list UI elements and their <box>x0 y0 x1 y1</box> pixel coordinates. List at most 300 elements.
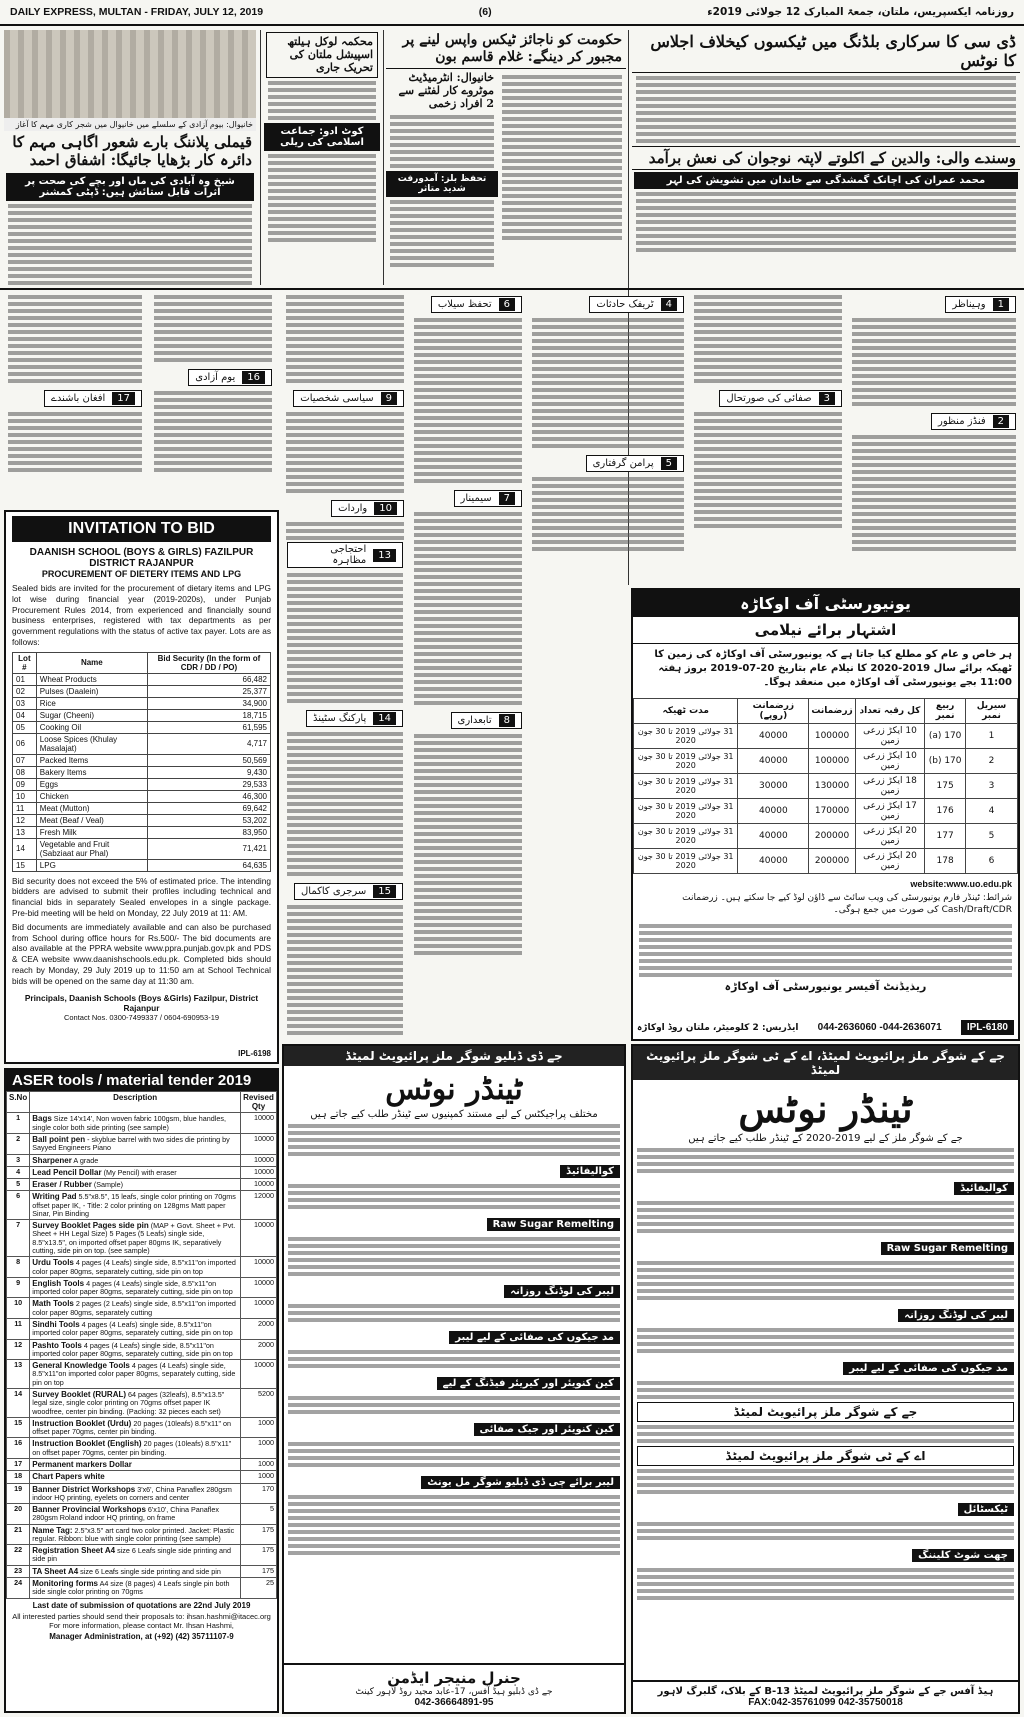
column-rule <box>260 30 261 285</box>
section-tag: 8 تابعداری <box>451 712 523 729</box>
tender-phone: FAX:042-35761099 042-35750018 <box>748 1697 903 1708</box>
article-body <box>637 1148 1014 1173</box>
item-number: 2 <box>7 1133 30 1154</box>
item-name: Monitoring forms <box>32 1579 99 1589</box>
table-row <box>13 685 271 697</box>
item-description <box>30 1545 241 1566</box>
item-qty: 1000 <box>241 1417 277 1438</box>
item-qty: 10000 <box>241 1166 277 1178</box>
item-qty: 1000 <box>241 1471 277 1483</box>
item-name: TA Sheet A4 <box>32 1566 79 1576</box>
row-period: 31 جولائی 2019 تا 30 جون 2020 <box>634 799 738 824</box>
item-description <box>30 1133 241 1154</box>
article-body <box>8 295 142 383</box>
lot-name: Meat (Mutton) <box>36 802 147 814</box>
item-number: 9 <box>7 1277 30 1298</box>
table-row <box>634 774 1018 799</box>
row-period: 31 جولائی 2019 تا 30 جون 2020 <box>634 774 738 799</box>
col-deposit: زرضمانت (روپے) <box>738 699 809 724</box>
lot-security: 9,430 <box>147 766 270 778</box>
section-tag: 1 وہیناظر <box>945 296 1016 313</box>
item-number: 11 <box>7 1319 30 1340</box>
item-name: Survey Booklet (RURAL) <box>32 1389 127 1399</box>
tender-item: لیبر کی لوڈنگ روزانہ <box>898 1309 1014 1322</box>
lot-number: 02 <box>13 685 37 697</box>
item-name: Survey Booklet Pages side pin <box>32 1221 149 1231</box>
lot-name: Pulses (Daalein) <box>36 685 147 697</box>
lot-security: 69,642 <box>147 802 270 814</box>
tender-item: مد جیکوں کی صفائی کے لیے لیبر <box>843 1362 1014 1375</box>
item-qty: 175 <box>241 1545 277 1566</box>
item-description <box>30 1179 241 1191</box>
item-detail: 64 pages (32leafs), 8.5"x13.5" legal size, single color printing on 70gms offset paper IK woodfree, center pin binding. (Packing: 32 pieces each set) <box>32 1389 225 1416</box>
university-auction-ad <box>631 588 1020 1041</box>
article-body <box>637 1568 1014 1600</box>
auction-conditions: شرائط: ٹینڈر فارم یونیورسٹی کی ویب سائٹ سے ڈاؤن لوڈ کیے جا سکتے ہیں۔ زرضمانت Cash/Draft/CDR کی صورت میں جمع ہوگی۔ <box>682 892 1012 916</box>
tender-address: جے ڈی ڈبلیو ہیڈ آفس، 17-عابد مجید روڈ لاہور کینٹ <box>355 1687 553 1697</box>
section-tag: 9 سیاسی شخصیات <box>293 390 404 407</box>
table-row <box>13 778 271 790</box>
item-number: 20 <box>7 1504 30 1525</box>
general-manager: جنرل منیجر ایڈمن <box>387 1669 521 1687</box>
row-type: 18 ایکڑ زرعی زمین <box>855 774 924 799</box>
lot-number: 12 <box>13 814 37 826</box>
item-name: General Knowledge Tools <box>32 1361 130 1371</box>
news-column <box>283 540 407 1037</box>
item-name: Ball point pen <box>32 1134 86 1144</box>
article-body <box>390 115 494 168</box>
article-body <box>287 732 403 876</box>
item-detail: 2 pages (2 Leafs) single side, 8.5"x11"on imported color paper 80gms, separately cutting <box>32 1299 236 1317</box>
item-detail: 3'x6', China Panaflex 280gsm indoor HQ printing, eyelets on corners and center <box>32 1484 232 1502</box>
ipl-number: IPL-6198 <box>238 1049 271 1058</box>
item-detail: 4 pages (4 Leafs) single side, 8.5"x11"on imported color paper 80gms, separately cutting, side pin on top <box>32 1361 236 1387</box>
row-area: 200000 <box>809 824 855 849</box>
row-area: 170000 <box>809 799 855 824</box>
item-qty: 170 <box>241 1483 277 1504</box>
news-column <box>848 292 1020 584</box>
table-row <box>13 814 271 826</box>
masthead <box>0 0 1024 26</box>
item-description <box>30 1319 241 1340</box>
row-period: 31 جولائی 2019 تا 30 جون 2020 <box>634 849 738 874</box>
article-body <box>637 1425 1014 1443</box>
table-row <box>7 1257 277 1278</box>
table-row <box>7 1504 277 1525</box>
tender-notice-jk <box>631 1044 1020 1714</box>
col-sno: S.No <box>7 1092 30 1113</box>
tender-company-box: جے کے شوگر ملز پرائیویٹ لمیٹڈ <box>637 1402 1014 1422</box>
bid-security-note: Bid security does not exceed the 5% of estimated price. The intending bidders are advised to submit their profiles including technical and financial bids in separately Sealed envelopes in a single package. Pre-bid meeting will be held on Monday, 22 July 2019 at 11: AM. <box>12 875 271 919</box>
article-body <box>639 924 1012 977</box>
item-description <box>30 1504 241 1525</box>
article-body <box>288 1304 620 1322</box>
item-qty: 175 <box>241 1565 277 1577</box>
table-row <box>13 754 271 766</box>
university-website[interactable]: website:www.uo.edu.pk <box>910 879 1012 889</box>
section-tag: 15 سرجری کاکمال <box>294 883 403 900</box>
ipl-number: IPL-6180 <box>961 1020 1014 1035</box>
item-description <box>30 1483 241 1504</box>
row-plot: 175 <box>925 774 966 799</box>
item-description <box>30 1471 241 1483</box>
table-row <box>634 799 1018 824</box>
article-body <box>414 512 522 705</box>
item-description <box>30 1438 241 1459</box>
item-detail: 4 pages (4 Leafs) single side, 8.5"x11"on imported color paper 80gms, separately cutting, side pin on top <box>32 1320 233 1338</box>
photo-caption: خانیوال: بیوم آزادی کے سلسلے میں خانیوال میں شجر کاری مہم کا آغاز <box>4 118 256 131</box>
lot-name: Cooking Oil <box>36 721 147 733</box>
lot-number: 08 <box>13 766 37 778</box>
table-row <box>7 1483 277 1504</box>
lot-number: 09 <box>13 778 37 790</box>
table-row <box>7 1113 277 1134</box>
item-qty: 10000 <box>241 1360 277 1389</box>
auction-intro: ہر خاص و عام کو مطلع کیا جاتا ہے کہ یونیورسٹی آف اوکاڑہ کی زمین کا ٹھیکہ برائے سال 2019-2020 کا نیلام عام بتاریخ 20-07-2019 بروز ہفتہ 11:00 بجے یونیورسٹی آف اوکاڑہ میں منعقد ہوگا۔ <box>654 649 1012 688</box>
lot-name: Rice <box>36 697 147 709</box>
item-number: 5 <box>7 1179 30 1191</box>
lot-name: Chicken <box>36 790 147 802</box>
tender-title: ٹینڈر نوٹس <box>385 1072 523 1107</box>
item-description <box>30 1257 241 1278</box>
item-name: Bags <box>32 1114 52 1124</box>
table-row <box>7 1298 277 1319</box>
item-number: 3 <box>7 1154 30 1166</box>
row-type: 17 ایکڑ زرعی زمین <box>855 799 924 824</box>
col-name: Name <box>36 652 147 673</box>
bid-documents-note: Bid documents are immediately available and can also be purchased from School during office hours for Rs.500/- The bid documents are also available at the PPRA website www.ppra.punjab.gov.pk and PDS & CEA website www.daanishschools.edu.pk. Completed bids should reach by Monday, 29 July 2019 up to 11:50 am at School Technical bids will be opened on the same day at 11:30 am. <box>12 921 271 986</box>
news-column <box>690 292 846 584</box>
lot-number: 04 <box>13 709 37 721</box>
table-row <box>7 1458 277 1470</box>
item-name: Instruction Booklet (English) <box>32 1439 142 1449</box>
lot-security: 83,950 <box>147 826 270 838</box>
lot-security: 64,635 <box>147 859 270 871</box>
table-row <box>7 1166 277 1178</box>
article-body <box>288 1237 620 1276</box>
item-name: Pashto Tools <box>32 1340 82 1350</box>
row-plot: 178 <box>925 849 966 874</box>
section-tag: 3 صفائی کی صورتحال <box>719 390 842 407</box>
tender-phone: 042-36664891-95 <box>414 1697 494 1708</box>
lot-security: 4,717 <box>147 733 270 754</box>
item-number: 16 <box>7 1438 30 1459</box>
article-body <box>390 200 494 267</box>
table-row <box>7 1191 277 1220</box>
section-tag: 5 پرامن گرفتاری <box>586 455 684 472</box>
auction-title: اشتہار برائے نیلامی <box>633 617 1018 644</box>
row-area: 130000 <box>809 774 855 799</box>
lot-name: Bakery Items <box>36 766 147 778</box>
tender-item: لیبر برائے چی ڈی ڈبلیو شوگر مل یونٹ <box>421 1476 620 1489</box>
item-number: 17 <box>7 1458 30 1470</box>
item-description <box>30 1339 241 1360</box>
aser-title: ASER tools / material tender 2019 <box>6 1070 277 1091</box>
article-body <box>268 81 376 120</box>
bid-lots-table <box>12 652 271 872</box>
article-body <box>286 295 404 383</box>
item-name: Chart Papers white <box>32 1472 105 1482</box>
col-qty: Revised Qty <box>241 1092 277 1113</box>
table-row <box>7 1565 277 1577</box>
auction-notes <box>633 874 1018 921</box>
table-row <box>7 1578 277 1599</box>
news-photo <box>4 30 256 118</box>
tender-subtitle: مختلف پراجیکٹس کے لیے مستند کمپنیوں سے ٹینڈر طلب کیے جاتے ہیں <box>310 1109 598 1120</box>
lot-security: 61,595 <box>147 721 270 733</box>
article-body <box>288 1184 620 1209</box>
lot-name: Sugar (Cheeni) <box>36 709 147 721</box>
section-tag: 6 تحفظ سیلاب <box>431 296 522 313</box>
item-description <box>30 1113 241 1134</box>
row-serial: 6 <box>966 849 1018 874</box>
item-name: Writing Pad <box>32 1192 77 1202</box>
headline: قیملی پلاننگ بارے شعور اگاہی مہم کا دائرہ کار بڑھایا جائیگا: اشفاق احمد <box>12 133 252 169</box>
item-description <box>30 1166 241 1178</box>
item-description <box>30 1458 241 1470</box>
table-row <box>13 766 271 778</box>
item-qty: 10000 <box>241 1277 277 1298</box>
item-description <box>30 1360 241 1389</box>
item-detail: 4 pages (4 Leafs) single side, 8.5"x11"on imported color paper 80gms, separately cutting, side pin on top <box>32 1340 233 1358</box>
row-plot: 170 (a) <box>925 724 966 749</box>
row-area: 100000 <box>809 749 855 774</box>
lot-security: 66,482 <box>147 673 270 685</box>
row-type: 20 ایکڑ زرعی زمین <box>855 824 924 849</box>
table-row <box>13 721 271 733</box>
section-tag: 2 فنڈز منظور <box>931 413 1016 430</box>
table-row <box>634 724 1018 749</box>
item-detail: A4 size (8 pages) 4 Leafs single pin both side single color printing on 70gms <box>32 1579 230 1597</box>
item-description <box>30 1565 241 1577</box>
item-name: Permanent markers Dollar <box>32 1459 132 1469</box>
article-body <box>636 192 1016 252</box>
resident-officer: ریذیڈنٹ آفیسر یونیورسٹی آف اوکاڑہ <box>724 979 927 993</box>
table-row <box>13 802 271 814</box>
news-column <box>150 292 276 507</box>
row-serial: 5 <box>966 824 1018 849</box>
table-row <box>7 1360 277 1389</box>
mid-story <box>386 30 626 285</box>
item-detail: (MAP + Govt. Sheet + Pvt. Sheet + HH Legal Size) 5 Pages (5 Leafs) single side, 8.5"x13.5", on imported offset paper 80gms IK, separatively cutting, side pin on top. (see sample) <box>32 1221 236 1256</box>
tender-item: چھت شوٹ کلیننگ <box>912 1549 1014 1562</box>
tender-notice-jdw <box>282 1044 626 1714</box>
lot-security: 29,533 <box>147 778 270 790</box>
lot-name: Fresh Milk <box>36 826 147 838</box>
item-number: 10 <box>7 1298 30 1319</box>
item-name: Registration Sheet A4 <box>32 1546 116 1556</box>
table-row <box>7 1319 277 1340</box>
item-qty: 175 <box>241 1524 277 1545</box>
article-body <box>852 318 1016 406</box>
col-serial: سیریل نمبر <box>966 699 1018 724</box>
item-qty: 2000 <box>241 1319 277 1340</box>
item-description <box>30 1277 241 1298</box>
row-period: 31 جولائی 2019 تا 30 جون 2020 <box>634 749 738 774</box>
article-body <box>637 1201 1014 1233</box>
article-body <box>154 391 272 472</box>
section-tag: 17 افغان باشندے <box>44 390 142 407</box>
item-detail: size 6 Leafs single side printing and side pin <box>80 1566 221 1576</box>
table-row <box>13 838 271 859</box>
item-detail: 4 pages (4 Leafs) single side, 8.5"x11"on imported color paper 80gms, separately cutting, side pin on top <box>32 1258 236 1276</box>
item-description <box>30 1191 241 1220</box>
item-detail: A grade <box>73 1155 99 1165</box>
table-row <box>7 1154 277 1166</box>
item-number: 1 <box>7 1113 30 1134</box>
item-number: 24 <box>7 1578 30 1599</box>
row-serial: 4 <box>966 799 1018 824</box>
table-row <box>634 749 1018 774</box>
university-footer <box>633 1016 1018 1039</box>
row-deposit: 30000 <box>738 774 809 799</box>
table-row <box>13 790 271 802</box>
article-body <box>288 1350 620 1368</box>
lot-number: 01 <box>13 673 37 685</box>
item-qty: 5200 <box>241 1388 277 1417</box>
lot-number: 13 <box>13 826 37 838</box>
table-row <box>634 849 1018 874</box>
lead-story-right <box>632 30 1020 285</box>
section-tag: 4 ٹریفک حادثات <box>589 296 684 313</box>
table-row <box>634 824 1018 849</box>
row-serial: 1 <box>966 724 1018 749</box>
tender-item: مد جیکوں کی صفائی کے لیے لیبر <box>449 1331 620 1344</box>
article-body <box>414 734 522 955</box>
article-body <box>502 72 622 243</box>
headline: ڈی سی کا سرکاری بلڈنگ میں ٹیکسوں کیخلاف اجلاس کا نوٹس <box>632 30 1020 73</box>
item-qty: 10000 <box>241 1298 277 1319</box>
article-body <box>637 1469 1014 1494</box>
article-body <box>288 1124 620 1156</box>
article-body <box>694 295 842 383</box>
lot-number: 07 <box>13 754 37 766</box>
tender-company-box: اے کے ٹی شوگر ملز پرائیویٹ لمیٹڈ <box>637 1446 1014 1466</box>
lot-security: 50,569 <box>147 754 270 766</box>
university-phone: 044-2636071- 044-2636060 <box>817 1022 942 1033</box>
item-number: 23 <box>7 1565 30 1577</box>
col-type: کل رقبہ تعداد <box>855 699 924 724</box>
news-column <box>4 292 146 507</box>
aser-manager: Manager Administration, at (+92) (42) 35711107-9 <box>49 1631 234 1641</box>
section-tag: 10 واردات <box>331 500 404 517</box>
tender-item: لیبر کی لوڈنگ روزانہ <box>504 1285 620 1298</box>
item-name: Lead Pencil Dollar <box>32 1167 102 1177</box>
aser-last-date: Last date of submission of quotations are 22nd July 2019 <box>32 1600 251 1610</box>
item-description <box>30 1524 241 1545</box>
lot-security: 34,900 <box>147 697 270 709</box>
row-deposit: 40000 <box>738 824 809 849</box>
item-name: Banner Provincial Workshops <box>32 1505 146 1515</box>
item-name: Urdu Tools <box>32 1258 74 1268</box>
table-row <box>7 1545 277 1566</box>
article-body <box>288 1495 620 1555</box>
item-name: Sindhi Tools <box>32 1320 80 1329</box>
item-qty: 5 <box>241 1504 277 1525</box>
item-name: Instruction Booklet (Urdu) <box>32 1418 132 1428</box>
item-description <box>30 1154 241 1166</box>
article-body <box>288 1442 620 1467</box>
subheadline: محمد عمران کی اچانک گمشدگی سے خاندان میں تشویش کی لہر <box>634 172 1018 189</box>
table-row <box>7 1438 277 1459</box>
article-body <box>694 412 842 528</box>
news-column <box>410 292 526 1037</box>
item-number: 18 <box>7 1471 30 1483</box>
item-name: Banner District Workshops <box>32 1484 136 1494</box>
university-address: ایڈریس: 2 کلومیٹر، ملتان روڈ اوکاڑہ <box>637 1022 799 1033</box>
headline-box: کوٹ ادو: جماعت اسلامی کی ریلی <box>264 123 380 151</box>
item-detail: 2.5"x3.5" art card two color printed. Jacket: Plastic regular. Ribbon: blue with single color printing (see sample) <box>32 1525 235 1543</box>
article-body <box>288 1396 620 1414</box>
item-qty: 10000 <box>241 1179 277 1191</box>
article-body <box>414 318 522 483</box>
item-description <box>30 1388 241 1417</box>
table-row <box>7 1339 277 1360</box>
row-period: 31 جولائی 2019 تا 30 جون 2020 <box>634 724 738 749</box>
col-lot: Lot # <box>13 652 37 673</box>
lot-number: 11 <box>13 802 37 814</box>
item-qty: 10000 <box>241 1113 277 1134</box>
item-detail: 20 pages (10leafs) 8.5"x11" on offset paper 70gms, center pin binding. <box>32 1439 232 1457</box>
article-body <box>286 412 404 493</box>
table-row <box>13 697 271 709</box>
section-tag: 7 سیمینار <box>454 490 522 507</box>
lot-security: 71,421 <box>147 838 270 859</box>
col-period: مدت ٹھیکہ <box>634 699 738 724</box>
masthead-right: روزنامہ ایکسپریس، ملتان، جمعۃ المبارک 12 جولائی 2019ء <box>707 6 1014 18</box>
item-name: Math Tools <box>32 1299 74 1309</box>
tender-item: کین کنویئر اور جیک صفائی <box>474 1423 620 1436</box>
tender-item: Raw Sugar Remelting <box>881 1242 1014 1255</box>
item-name: Eraser / Rubber <box>32 1180 92 1190</box>
item-number: 14 <box>7 1388 30 1417</box>
row-type: 10 ایکڑ زرعی زمین <box>855 724 924 749</box>
headline: محکمہ لوکل ہیلتھ اسپیشل ملتان کی تحریک جاری <box>266 32 378 78</box>
table-row <box>7 1524 277 1545</box>
table-row <box>7 1179 277 1191</box>
invitation-to-bid-ad <box>4 510 279 1064</box>
item-number: 21 <box>7 1524 30 1545</box>
section-tag: 16 یوم آزادی <box>188 369 272 386</box>
lot-name: LPG <box>36 859 147 871</box>
auction-table <box>633 698 1018 874</box>
table-row <box>13 826 271 838</box>
lot-name: Loose Spices (Khulay Masalajat) <box>36 733 147 754</box>
row-area: 200000 <box>809 849 855 874</box>
col-description: Description <box>30 1092 241 1113</box>
item-qty: 10000 <box>241 1257 277 1278</box>
university-title: یونیورسٹی آف اوکاڑہ <box>633 590 1018 617</box>
row-plot: 176 <box>925 799 966 824</box>
aser-parties: All interested parties should send their proposals to: ihsan.hashmi@itacec.org <box>12 1611 271 1621</box>
page-number: (6) <box>478 6 492 18</box>
item-detail: 5.5"x8.5", 15 leafs, single color printing on 70gms offset paper IK, - Title: 2 color printing on 128gms Matt paper Sinar, Pin Binding <box>32 1192 236 1218</box>
article-body <box>637 1381 1014 1399</box>
row-serial: 2 <box>966 749 1018 774</box>
table-row <box>7 1277 277 1298</box>
item-number: 22 <box>7 1545 30 1566</box>
tender-footer <box>284 1663 624 1712</box>
item-description <box>30 1417 241 1438</box>
article-body <box>637 1261 1014 1300</box>
item-qty: 25 <box>241 1578 277 1599</box>
lead-story-left <box>4 30 256 285</box>
item-number: 19 <box>7 1483 30 1504</box>
lot-name: Vegetable and Fruit (Sabziaat aur Phal) <box>36 838 147 859</box>
item-qty: 1000 <box>241 1438 277 1459</box>
row-type: 20 ایکڑ زرعی زمین <box>855 849 924 874</box>
lot-number: 10 <box>13 790 37 802</box>
